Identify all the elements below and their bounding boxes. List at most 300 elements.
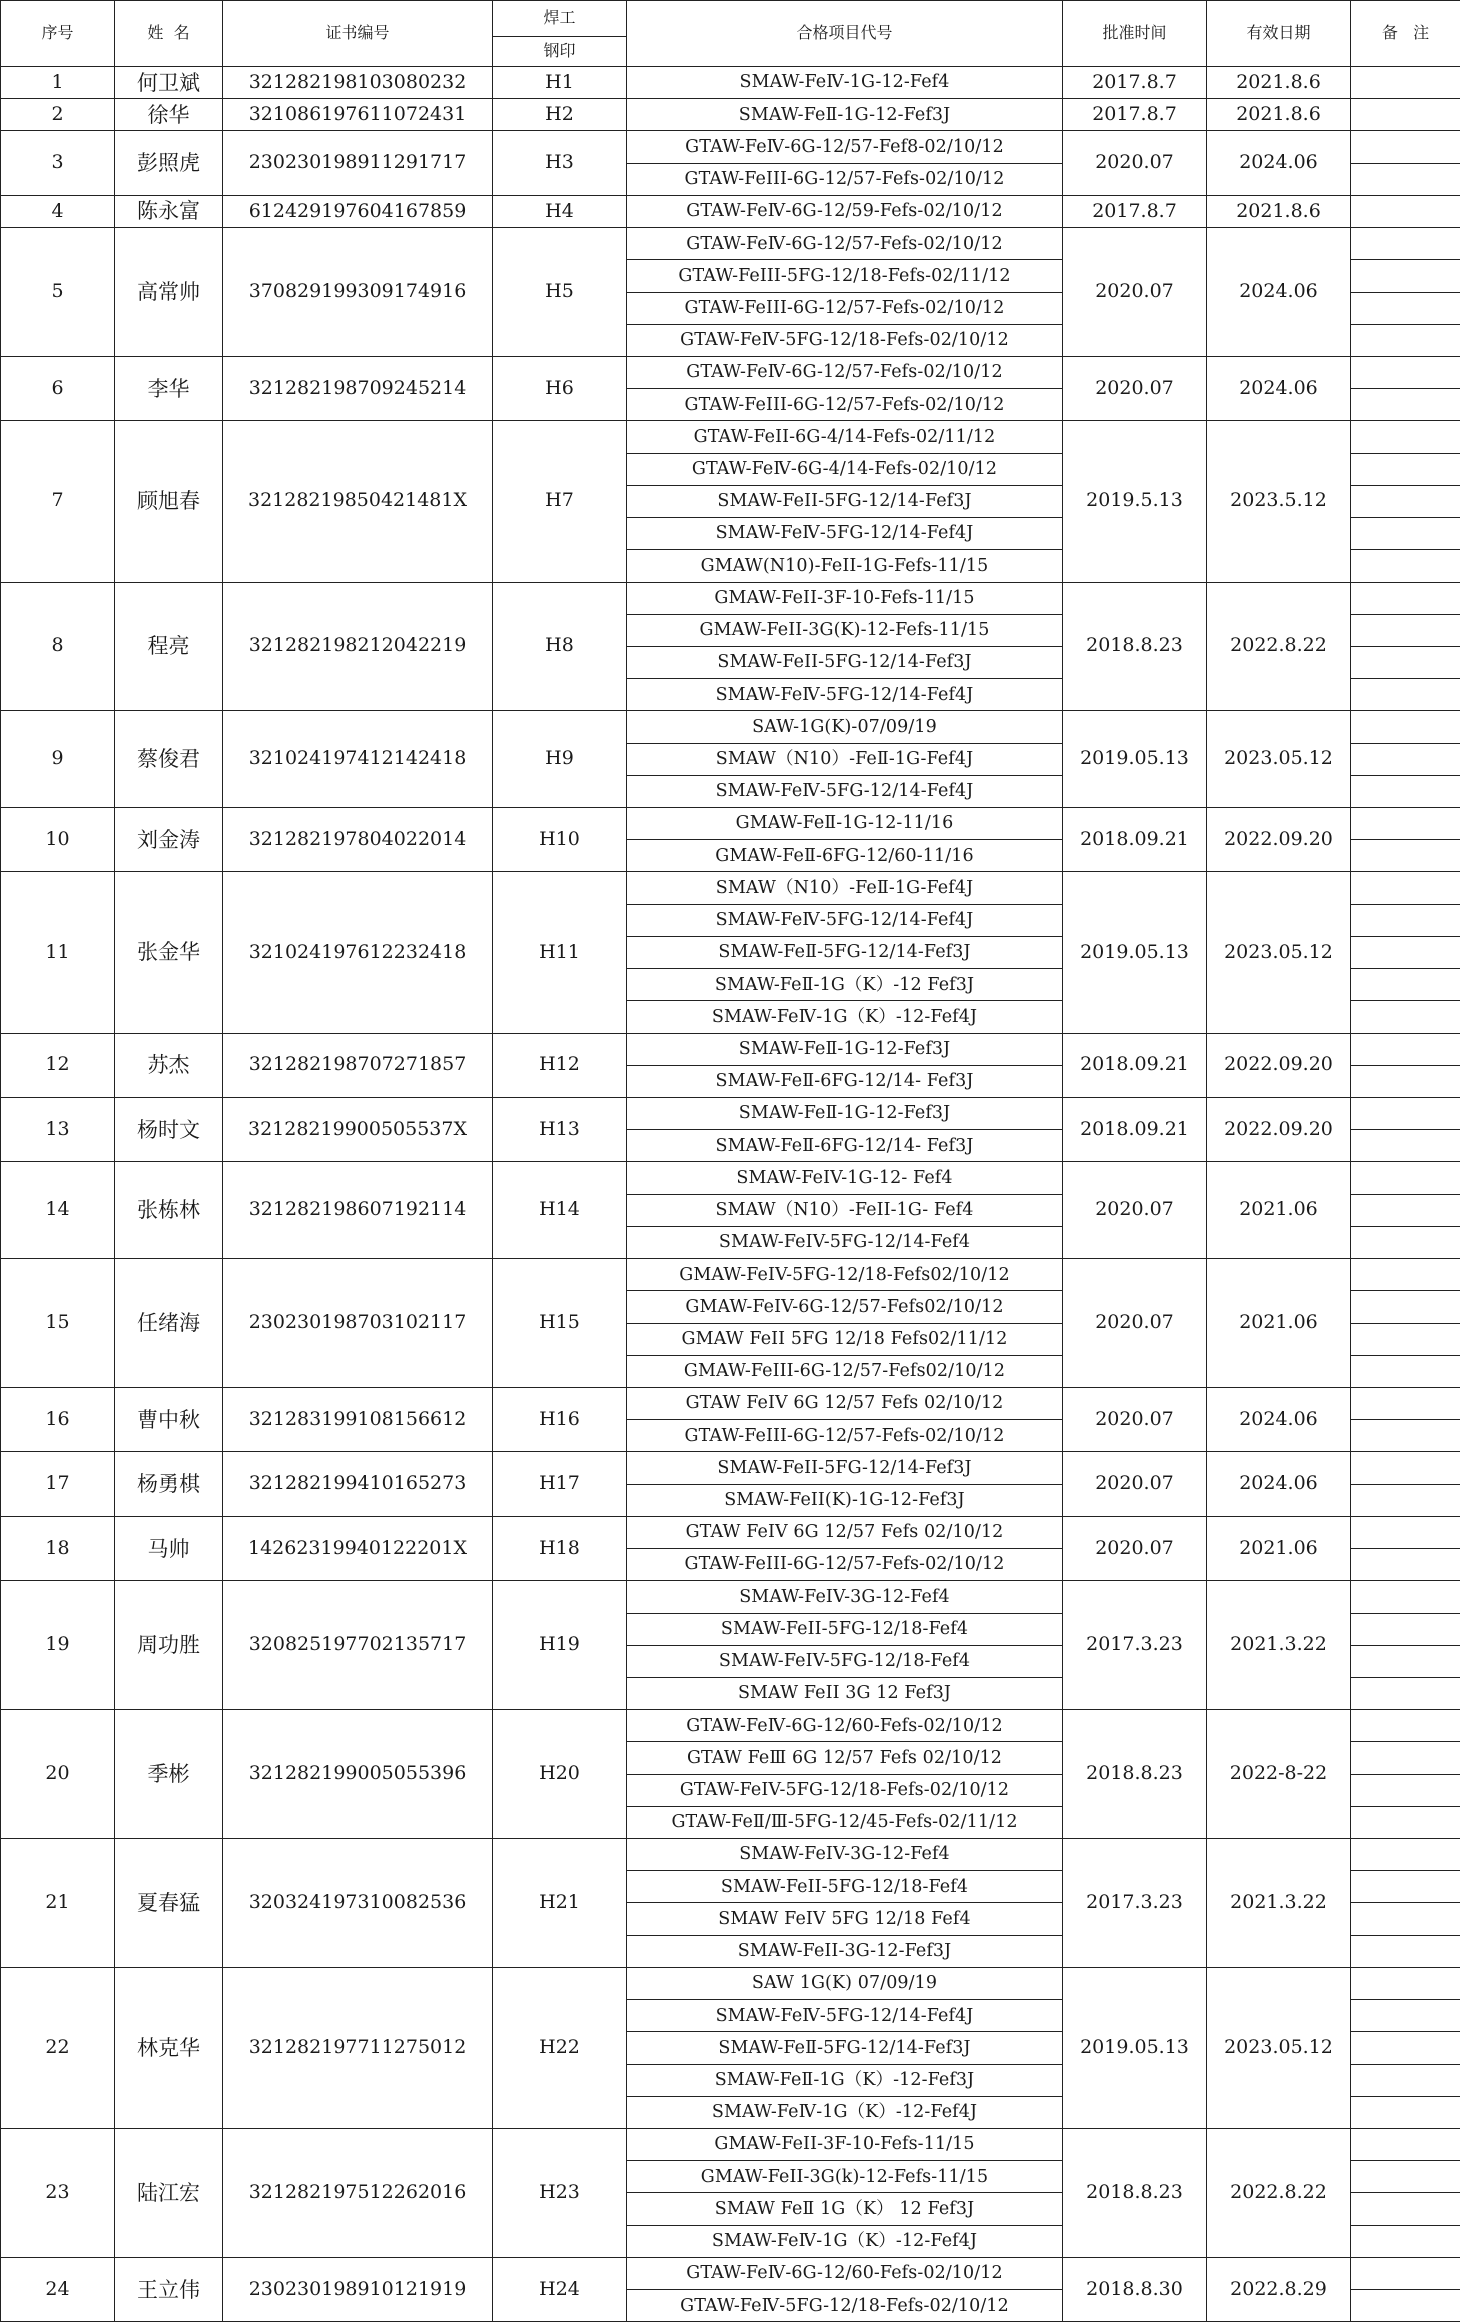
name-cell: 季彬	[115, 1710, 223, 1839]
seq-cell: 4	[1, 195, 115, 227]
cert-number-cell: 230230198910121919	[223, 2257, 493, 2321]
cert-number-cell: 321282199005055396	[223, 1710, 493, 1839]
stamp-cell: H2	[493, 99, 627, 131]
table-row	[1, 67, 1460, 99]
cert-number-cell: 321283199108156612	[223, 1387, 493, 1451]
qualified-item-cell: GTAW-FeIII-6G-12/57-Fefs-02/10/12	[627, 163, 1063, 195]
approval-date-cell: 2017.8.7	[1063, 195, 1207, 227]
remark-cell	[1351, 679, 1460, 711]
remark-cell	[1351, 131, 1460, 163]
qualified-item-cell: SMAW-FeⅣ-5FG-12/14-Fef4J	[627, 679, 1063, 711]
qualified-item-cell: SMAW-FeⅡ-1G-12-Fef3J	[627, 1098, 1063, 1130]
table-row	[1, 1581, 1460, 1613]
table-row	[1, 711, 1460, 743]
qualified-item-cell: SMAW-FeⅡ-6FG-12/14- Fef3J	[627, 1065, 1063, 1097]
approval-date-cell: 2019.05.13	[1063, 1967, 1207, 2128]
table-row	[1, 872, 1460, 904]
approval-date-cell: 2017.3.23	[1063, 1839, 1207, 1968]
qualified-item-cell: SMAW-FeⅡ-1G（K）-12 Fef3J	[627, 969, 1063, 1001]
approval-date-cell: 2019.5.13	[1063, 421, 1207, 582]
remark-cell	[1351, 1226, 1460, 1258]
qualified-item-cell: SMAW-FeⅣ-1G-12-Fef4	[627, 67, 1063, 99]
name-cell: 高常帅	[115, 228, 223, 357]
remark-cell	[1351, 840, 1460, 872]
seq-cell: 3	[1, 131, 115, 195]
remark-cell	[1351, 2290, 1460, 2322]
remark-cell	[1351, 389, 1460, 421]
qualified-item-cell: GMAW-FeII-3F-10-Fefs-11/15	[627, 582, 1063, 614]
cert-number-cell: 321282197512262016	[223, 2129, 493, 2258]
header-remark: 备 注	[1351, 1, 1460, 67]
cert-number-cell: 320324197310082536	[223, 1839, 493, 1968]
qualified-item-cell: SMAW-FeⅣ-5FG-12/14-Fef4J	[627, 2000, 1063, 2032]
stamp-cell: H6	[493, 356, 627, 420]
header-cert: 证书编号	[223, 1, 493, 67]
cert-number-cell: 14262319940122201X	[223, 1516, 493, 1580]
qualified-item-cell: SMAW FeIV 5FG 12/18 Fef4	[627, 1903, 1063, 1935]
name-cell: 夏春猛	[115, 1839, 223, 1968]
approval-date-cell: 2017.8.7	[1063, 67, 1207, 99]
remark-cell	[1351, 1677, 1460, 1709]
remark-cell	[1351, 808, 1460, 840]
valid-date-cell: 2022-8-22	[1207, 1710, 1351, 1839]
remark-cell	[1351, 1774, 1460, 1806]
qualified-item-cell: GTAW-FeⅣ-6G-12/59-Fefs-02/10/12	[627, 195, 1063, 227]
qualified-item-cell: SMAW-FeII-5FG-12/18-Fef4	[627, 1613, 1063, 1645]
remark-cell	[1351, 646, 1460, 678]
remark-cell	[1351, 1001, 1460, 1033]
seq-cell: 21	[1, 1839, 115, 1968]
qualified-item-cell: SMAW-FeⅡ-1G（K）-12-Fef3J	[627, 2064, 1063, 2096]
approval-date-cell: 2018.8.23	[1063, 1710, 1207, 1839]
remark-cell	[1351, 936, 1460, 968]
qualified-item-cell: GMAW FeII 5FG 12/18 Fefs02/11/12	[627, 1323, 1063, 1355]
seq-cell: 17	[1, 1452, 115, 1516]
remark-cell	[1351, 743, 1460, 775]
approval-date-cell: 2018.09.21	[1063, 1033, 1207, 1097]
seq-cell: 13	[1, 1098, 115, 1162]
table-body	[1, 1, 1460, 2322]
remark-cell	[1351, 1452, 1460, 1484]
remark-cell	[1351, 1871, 1460, 1903]
qualified-item-cell: GTAW FeIV 6G 12/57 Fefs 02/10/12	[627, 1516, 1063, 1548]
valid-date-cell: 2024.06	[1207, 356, 1351, 420]
seq-cell: 11	[1, 872, 115, 1033]
qualified-item-cell: GMAW-FeIV-6G-12/57-Fefs02/10/12	[627, 1291, 1063, 1323]
stamp-cell: H11	[493, 872, 627, 1033]
seq-cell: 6	[1, 356, 115, 420]
remark-cell	[1351, 2032, 1460, 2064]
qualified-item-cell: SMAW-FeII-3G-12-Fef3J	[627, 1935, 1063, 1967]
remark-cell	[1351, 2257, 1460, 2289]
remark-cell	[1351, 1742, 1460, 1774]
remark-cell	[1351, 1903, 1460, 1935]
stamp-cell: H4	[493, 195, 627, 227]
remark-cell	[1351, 1033, 1460, 1065]
cert-number-cell: 321282198212042219	[223, 582, 493, 711]
remark-cell	[1351, 1420, 1460, 1452]
qualified-item-cell: SAW 1G(K) 07/09/19	[627, 1967, 1063, 1999]
approval-date-cell: 2020.07	[1063, 1452, 1207, 1516]
name-cell: 何卫斌	[115, 67, 223, 99]
qualified-item-cell: GTAW-FeⅣ-6G-4/14-Fefs-02/10/12	[627, 453, 1063, 485]
qualified-item-cell: SMAW-FeⅡ-5FG-12/14-Fef3J	[627, 2032, 1063, 2064]
remark-cell	[1351, 485, 1460, 517]
remark-cell	[1351, 1806, 1460, 1838]
valid-date-cell: 2022.09.20	[1207, 1033, 1351, 1097]
qualified-item-cell: GMAW(N10)-FeII-1G-Fefs-11/15	[627, 550, 1063, 582]
cert-number-cell: 321282198707271857	[223, 1033, 493, 1097]
qualified-item-cell: GTAW FeⅢ 6G 12/57 Fefs 02/10/12	[627, 1742, 1063, 1774]
qualified-item-cell: GTAW-FeIII-5FG-12/18-Fefs-02/11/12	[627, 260, 1063, 292]
table-row	[1, 1452, 1460, 1484]
remark-cell	[1351, 356, 1460, 388]
name-cell: 陆江宏	[115, 2129, 223, 2258]
qualified-item-cell: GTAW-FeⅣ-6G-12/57-Fefs-02/10/12	[627, 228, 1063, 260]
qualified-item-cell: GTAW-FeIII-6G-12/57-Fefs-02/10/12	[627, 1549, 1063, 1581]
qualified-item-cell: SMAW-FeIV-1G-12- Fef4	[627, 1162, 1063, 1194]
table-row	[1, 582, 1460, 614]
qualified-item-cell: SMAW-FeII-5FG-12/14-Fef3J	[627, 485, 1063, 517]
header-approved: 批准时间	[1063, 1, 1207, 67]
valid-date-cell: 2021.06	[1207, 1516, 1351, 1580]
remark-cell	[1351, 2193, 1460, 2225]
qualified-item-cell: SMAW-FeⅣ-1G（K）-12-Fef4J	[627, 2096, 1063, 2128]
remark-cell	[1351, 453, 1460, 485]
valid-date-cell: 2021.8.6	[1207, 195, 1351, 227]
qualified-item-cell: SMAW-FeⅡ-5FG-12/14-Fef3J	[627, 936, 1063, 968]
stamp-cell: H3	[493, 131, 627, 195]
table-row	[1, 1259, 1460, 1291]
seq-cell: 22	[1, 1967, 115, 2128]
name-cell: 张栋林	[115, 1162, 223, 1259]
name-cell: 徐华	[115, 99, 223, 131]
cert-number-cell: 230230198911291717	[223, 131, 493, 195]
valid-date-cell: 2022.8.22	[1207, 582, 1351, 711]
stamp-cell: H24	[493, 2257, 627, 2321]
qualified-item-cell: GMAW-FeIV-5FG-12/18-Fefs02/10/12	[627, 1259, 1063, 1291]
cert-number-cell: 321282198103080232	[223, 67, 493, 99]
cert-number-cell: 321282199410165273	[223, 1452, 493, 1516]
seq-cell: 8	[1, 582, 115, 711]
remark-cell	[1351, 1323, 1460, 1355]
seq-cell: 20	[1, 1710, 115, 1839]
qualified-item-cell: SMAW（N10）-FeⅡ-1G-Fef4J	[627, 872, 1063, 904]
qualified-item-cell: GTAW-FeIII-6G-12/57-Fefs-02/10/12	[627, 292, 1063, 324]
table-row	[1, 1098, 1460, 1130]
qualified-item-cell: SMAW-FeIV-5FG-12/14-Fef4	[627, 1226, 1063, 1258]
header-welder: 焊工	[493, 1, 627, 37]
valid-date-cell: 2022.8.29	[1207, 2257, 1351, 2321]
cert-number-cell: 321282198709245214	[223, 356, 493, 420]
seq-cell: 24	[1, 2257, 115, 2321]
stamp-cell: H5	[493, 228, 627, 357]
qualified-item-cell: SMAW-FeⅣ-1G（K）-12-Fef4J	[627, 1001, 1063, 1033]
stamp-cell: H10	[493, 808, 627, 872]
approval-date-cell: 2020.07	[1063, 1162, 1207, 1259]
qualified-item-cell: SMAW-FeⅡ-1G-12-Fef3J	[627, 1033, 1063, 1065]
qualified-item-cell: SMAW-FeⅣ-5FG-12/14-Fef4J	[627, 775, 1063, 807]
remark-cell	[1351, 2096, 1460, 2128]
remark-cell	[1351, 163, 1460, 195]
valid-date-cell: 2021.3.22	[1207, 1581, 1351, 1710]
qualified-item-cell: SMAW-FeIV-3G-12-Fef4	[627, 1581, 1063, 1613]
remark-cell	[1351, 1516, 1460, 1548]
table-row	[1, 808, 1460, 840]
seq-cell: 18	[1, 1516, 115, 1580]
approval-date-cell: 2018.8.23	[1063, 582, 1207, 711]
stamp-cell: H17	[493, 1452, 627, 1516]
remark-cell	[1351, 292, 1460, 324]
remark-cell	[1351, 582, 1460, 614]
stamp-cell: H20	[493, 1710, 627, 1839]
stamp-cell: H14	[493, 1162, 627, 1259]
valid-date-cell: 2022.09.20	[1207, 808, 1351, 872]
name-cell: 任绪海	[115, 1259, 223, 1388]
table-row	[1, 131, 1460, 163]
remark-cell	[1351, 1291, 1460, 1323]
name-cell: 顾旭春	[115, 421, 223, 582]
remark-cell	[1351, 614, 1460, 646]
qualified-item-cell: SMAW（N10）-FeII-1G- Fef4	[627, 1194, 1063, 1226]
qualified-item-cell: GMAW-FeIII-6G-12/57-Fefs02/10/12	[627, 1355, 1063, 1387]
qualified-item-cell: SMAW FeⅡ 1G（K） 12 Fef3J	[627, 2193, 1063, 2225]
remark-cell	[1351, 775, 1460, 807]
qualified-item-cell: SMAW（N10）-FeⅡ-1G-Fef4J	[627, 743, 1063, 775]
remark-cell	[1351, 2225, 1460, 2257]
name-cell: 曹中秋	[115, 1387, 223, 1451]
remark-cell	[1351, 1549, 1460, 1581]
remark-cell	[1351, 872, 1460, 904]
remark-cell	[1351, 1259, 1460, 1291]
name-cell: 林克华	[115, 1967, 223, 2128]
valid-date-cell: 2024.06	[1207, 1387, 1351, 1451]
valid-date-cell: 2022.8.22	[1207, 2129, 1351, 2258]
approval-date-cell: 2018.8.30	[1063, 2257, 1207, 2321]
stamp-cell: H18	[493, 1516, 627, 1580]
stamp-cell: H19	[493, 1581, 627, 1710]
valid-date-cell: 2021.8.6	[1207, 67, 1351, 99]
stamp-cell: H12	[493, 1033, 627, 1097]
table-row	[1, 2257, 1460, 2289]
header-name: 姓 名	[115, 1, 223, 67]
approval-date-cell: 2020.07	[1063, 1516, 1207, 1580]
remark-cell	[1351, 260, 1460, 292]
name-cell: 杨时文	[115, 1098, 223, 1162]
qualified-item-cell: SMAW-FeⅣ-1G（K）-12-Fef4J	[627, 2225, 1063, 2257]
seq-cell: 23	[1, 2129, 115, 2258]
seq-cell: 1	[1, 67, 115, 99]
remark-cell	[1351, 969, 1460, 1001]
remark-cell	[1351, 324, 1460, 356]
qualified-item-cell: GTAW-FeII-6G-4/14-Fefs-02/11/12	[627, 421, 1063, 453]
cert-number-cell: 320825197702135717	[223, 1581, 493, 1710]
qualified-item-cell: GTAW-FeⅣ-6G-12/57-Fefs-02/10/12	[627, 356, 1063, 388]
qualified-item-cell: SAW-1G(K)-07/09/19	[627, 711, 1063, 743]
cert-number-cell: 370829199309174916	[223, 228, 493, 357]
cert-number-cell: 321086197611072431	[223, 99, 493, 131]
remark-cell	[1351, 2000, 1460, 2032]
table-row	[1, 1516, 1460, 1548]
cert-number-cell: 321282197804022014	[223, 808, 493, 872]
stamp-cell: H16	[493, 1387, 627, 1451]
qualified-item-cell: SMAW-FeII(K)-1G-12-Fef3J	[627, 1484, 1063, 1516]
qualified-item-cell: GTAW-FeIII-6G-12/57-Fefs-02/10/12	[627, 389, 1063, 421]
cert-number-cell: 321282198607192114	[223, 1162, 493, 1259]
remark-cell	[1351, 2129, 1460, 2161]
remark-cell	[1351, 550, 1460, 582]
table-row	[1, 1710, 1460, 1742]
qualified-item-cell: SMAW-FeII-5FG-12/14-Fef3J	[627, 646, 1063, 678]
name-cell: 彭照虎	[115, 131, 223, 195]
qualified-item-cell: SMAW-FeⅣ-5FG-12/14-Fef4J	[627, 904, 1063, 936]
header-seq: 序号	[1, 1, 115, 67]
remark-cell	[1351, 1839, 1460, 1871]
remark-cell	[1351, 1162, 1460, 1194]
name-cell: 张金华	[115, 872, 223, 1033]
remark-cell	[1351, 1065, 1460, 1097]
qualified-item-cell: GTAW-FeⅣ-6G-12/57-Fef8-02/10/12	[627, 131, 1063, 163]
name-cell: 陈永富	[115, 195, 223, 227]
remark-cell	[1351, 195, 1460, 227]
table-row	[1, 99, 1460, 131]
cert-number-cell: 612429197604167859	[223, 195, 493, 227]
stamp-cell: H13	[493, 1098, 627, 1162]
qualified-item-cell: GMAW-FeⅡ-1G-12-11/16	[627, 808, 1063, 840]
remark-cell	[1351, 1484, 1460, 1516]
table-row	[1, 1162, 1460, 1194]
header-row	[1, 1, 1460, 37]
cert-number-cell: 32128219900505537X	[223, 1098, 493, 1162]
qualified-item-cell: SMAW FeII 3G 12 Fef3J	[627, 1677, 1063, 1709]
stamp-cell: H8	[493, 582, 627, 711]
remark-cell	[1351, 1581, 1460, 1613]
name-cell: 刘金涛	[115, 808, 223, 872]
remark-cell	[1351, 1645, 1460, 1677]
stamp-cell: H9	[493, 711, 627, 808]
qualified-item-cell: SMAW-FeⅣ-5FG-12/14-Fef4J	[627, 518, 1063, 550]
table-row	[1, 195, 1460, 227]
approval-date-cell: 2018.09.21	[1063, 808, 1207, 872]
remark-cell	[1351, 1130, 1460, 1162]
remark-cell	[1351, 99, 1460, 131]
table-row	[1, 1839, 1460, 1871]
valid-date-cell: 2023.05.12	[1207, 1967, 1351, 2128]
table-row	[1, 1967, 1460, 1999]
seq-cell: 19	[1, 1581, 115, 1710]
name-cell: 程亮	[115, 582, 223, 711]
seq-cell: 10	[1, 808, 115, 872]
remark-cell	[1351, 228, 1460, 260]
header-valid: 有效日期	[1207, 1, 1351, 67]
table-row	[1, 1033, 1460, 1065]
qualified-item-cell: SMAW-FeIV-5FG-12/18-Fef4	[627, 1645, 1063, 1677]
valid-date-cell: 2024.06	[1207, 228, 1351, 357]
approval-date-cell: 2018.8.23	[1063, 2129, 1207, 2258]
approval-date-cell: 2019.05.13	[1063, 711, 1207, 808]
seq-cell: 7	[1, 421, 115, 582]
remark-cell	[1351, 1710, 1460, 1742]
name-cell: 杨勇棋	[115, 1452, 223, 1516]
remark-cell	[1351, 1098, 1460, 1130]
qualified-item-cell: SMAW-FeII-5FG-12/14-Fef3J	[627, 1452, 1063, 1484]
name-cell: 蔡俊君	[115, 711, 223, 808]
stamp-cell: H23	[493, 2129, 627, 2258]
approval-date-cell: 2020.07	[1063, 1387, 1207, 1451]
cert-number-cell: 230230198703102117	[223, 1259, 493, 1388]
qualified-item-cell: GTAW-FeIII-6G-12/57-Fefs-02/10/12	[627, 1420, 1063, 1452]
valid-date-cell: 2023.5.12	[1207, 421, 1351, 582]
remark-cell	[1351, 421, 1460, 453]
stamp-cell: H15	[493, 1259, 627, 1388]
seq-cell: 9	[1, 711, 115, 808]
qualified-item-cell: GTAW-FeⅣ-5FG-12/18-Fefs-02/10/12	[627, 324, 1063, 356]
table-row	[1, 228, 1460, 260]
remark-cell	[1351, 1935, 1460, 1967]
name-cell: 马帅	[115, 1516, 223, 1580]
header-items: 合格项目代号	[627, 1, 1063, 67]
qualified-item-cell: GTAW-FeIV-5FG-12/18-Fefs-02/10/12	[627, 1774, 1063, 1806]
qualified-item-cell: GTAW-FeⅡ/Ⅲ-5FG-12/45-Fefs-02/11/12	[627, 1806, 1063, 1838]
seq-cell: 16	[1, 1387, 115, 1451]
approval-date-cell: 2020.07	[1063, 228, 1207, 357]
seq-cell: 2	[1, 99, 115, 131]
valid-date-cell: 2021.8.6	[1207, 99, 1351, 131]
table-row	[1, 1387, 1460, 1419]
valid-date-cell: 2024.06	[1207, 1452, 1351, 1516]
qualified-item-cell: GMAW-FeII-3G(k)-12-Fefs-11/15	[627, 2161, 1063, 2193]
seq-cell: 15	[1, 1259, 115, 1388]
remark-cell	[1351, 2161, 1460, 2193]
approval-date-cell: 2018.09.21	[1063, 1098, 1207, 1162]
name-cell: 苏杰	[115, 1033, 223, 1097]
remark-cell	[1351, 1355, 1460, 1387]
valid-date-cell: 2021.3.22	[1207, 1839, 1351, 1968]
qualified-item-cell: GTAW-FeⅣ-5FG-12/18-Fefs-02/10/12	[627, 2290, 1063, 2322]
qualified-item-cell: SMAW-FeⅡ-6FG-12/14- Fef3J	[627, 1130, 1063, 1162]
cert-number-cell: 321024197412142418	[223, 711, 493, 808]
stamp-cell: H1	[493, 67, 627, 99]
stamp-cell: H21	[493, 1839, 627, 1968]
valid-date-cell: 2022.09.20	[1207, 1098, 1351, 1162]
valid-date-cell: 2023.05.12	[1207, 872, 1351, 1033]
qualified-item-cell: SMAW-FeIV-3G-12-Fef4	[627, 1839, 1063, 1871]
qualified-item-cell: GTAW-FeⅣ-6G-12/60-Fefs-02/10/12	[627, 2257, 1063, 2289]
seq-cell: 5	[1, 228, 115, 357]
name-cell: 周功胜	[115, 1581, 223, 1710]
qualified-item-cell: GMAW-FeⅡ-6FG-12/60-11/16	[627, 840, 1063, 872]
cert-number-cell: 321282197711275012	[223, 1967, 493, 2128]
qualified-item-cell: SMAW-FeⅡ-1G-12-Fef3J	[627, 99, 1063, 131]
qualified-item-cell: GTAW-FeⅣ-6G-12/60-Fefs-02/10/12	[627, 1710, 1063, 1742]
remark-cell	[1351, 1613, 1460, 1645]
valid-date-cell: 2021.06	[1207, 1259, 1351, 1388]
approval-date-cell: 2020.07	[1063, 131, 1207, 195]
remark-cell	[1351, 1194, 1460, 1226]
approval-date-cell: 2017.3.23	[1063, 1581, 1207, 1710]
stamp-cell: H7	[493, 421, 627, 582]
table-row	[1, 421, 1460, 453]
seq-cell: 14	[1, 1162, 115, 1259]
approval-date-cell: 2017.8.7	[1063, 99, 1207, 131]
cert-number-cell: 32128219850421481X	[223, 421, 493, 582]
remark-cell	[1351, 904, 1460, 936]
remark-cell	[1351, 67, 1460, 99]
seq-cell: 12	[1, 1033, 115, 1097]
cert-number-cell: 321024197612232418	[223, 872, 493, 1033]
approval-date-cell: 2020.07	[1063, 356, 1207, 420]
valid-date-cell: 2023.05.12	[1207, 711, 1351, 808]
